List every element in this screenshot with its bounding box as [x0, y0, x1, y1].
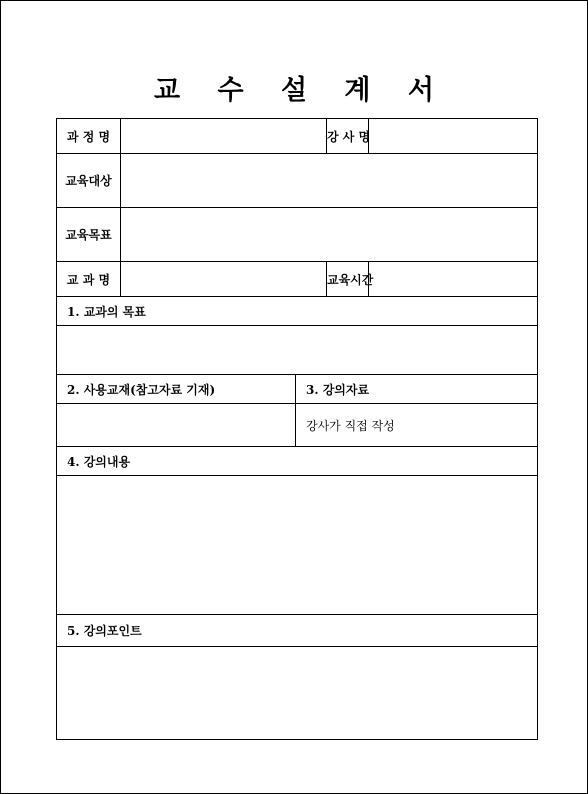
row-materials-body — [57, 404, 538, 447]
row-content-header — [57, 447, 538, 476]
lecture-material-note: 강사가 직접 작성 — [296, 404, 538, 447]
row-target — [57, 154, 538, 208]
goal-label: 교육목표 — [57, 208, 121, 262]
time-value[interactable] — [369, 262, 538, 297]
row-content-body — [57, 476, 538, 615]
lecture-content-header: 4. 강의내용 — [57, 447, 538, 476]
time-label: 교육시간 — [327, 262, 369, 297]
row-course-name — [57, 119, 538, 154]
lecture-point-value[interactable] — [57, 647, 538, 740]
row-point-header — [57, 615, 538, 647]
row-goal — [57, 208, 538, 262]
textbook-value[interactable] — [57, 404, 296, 447]
target-label: 교육대상 — [57, 154, 121, 208]
course-name-label: 과 정 명 — [57, 119, 121, 154]
row-materials-header — [57, 375, 538, 404]
lecture-content-value[interactable] — [57, 476, 538, 615]
subject-value[interactable] — [121, 262, 327, 297]
row-subject-goal-header — [57, 297, 538, 326]
goal-value[interactable] — [121, 208, 538, 262]
document-title: 교 수 설 계 서 — [153, 75, 448, 106]
lecture-material-header: 3. 강의자료 — [296, 375, 538, 404]
subject-label: 교 과 명 — [57, 262, 121, 297]
course-name-value[interactable] — [121, 119, 327, 154]
textbook-header: 2. 사용교재(참고자료 기재) — [57, 375, 296, 404]
target-value[interactable] — [121, 154, 538, 208]
course-design-form — [56, 118, 538, 740]
subject-goal-header: 1. 교과의 목표 — [57, 297, 538, 326]
row-subject-goal-body — [57, 326, 538, 375]
row-point-body — [57, 647, 538, 740]
instructor-value[interactable] — [369, 119, 538, 154]
subject-goal-value[interactable] — [57, 326, 538, 375]
lecture-point-header: 5. 강의포인트 — [57, 615, 538, 647]
instructor-label: 강 사 명 — [327, 119, 369, 154]
row-subject — [57, 262, 538, 297]
